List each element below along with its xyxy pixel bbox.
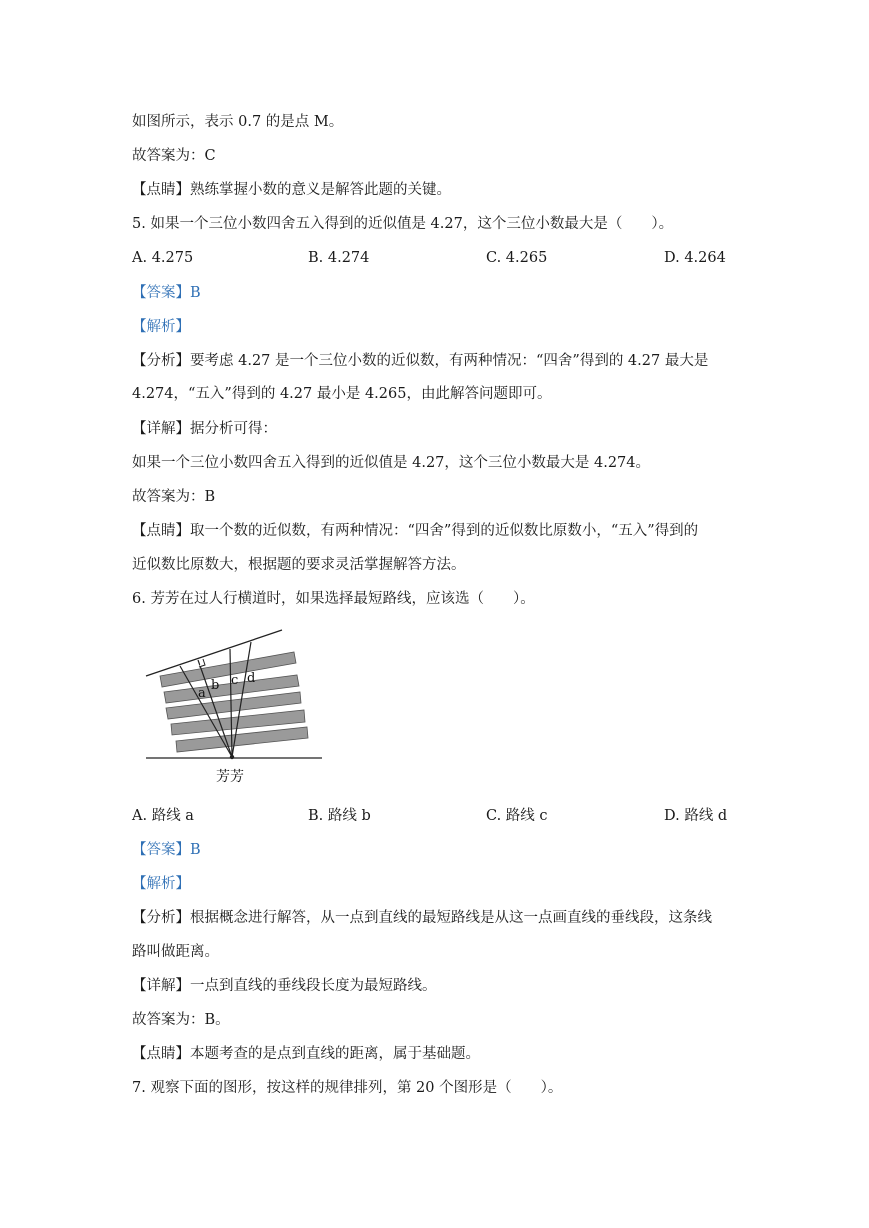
q5-option-c: C. 4.265 (486, 250, 548, 266)
person-label: 芳芳 (216, 769, 244, 785)
q6-option-c: C. 路线 c (486, 808, 548, 824)
question-6: 6. 芳芳在过人行横道时，如果选择最短路线，应该选（ ）。 (132, 591, 535, 607)
text-line: 【详解】一点到直线的垂线段长度为最短路线。 (132, 978, 437, 994)
text-line: 【详解】据分析可得： (132, 421, 277, 437)
question-5: 5. 如果一个三位小数四舍五入得到的近似值是 4.27，这个三位小数最大是（ ）。 (132, 216, 674, 232)
label-a: a (198, 686, 206, 701)
text-line: 【点睛】取一个数的近似数，有两种情况：“四舍”得到的近似数比原数小，“五入”得到的 (132, 523, 699, 539)
q5-option-a: A. 4.275 (132, 250, 194, 266)
crosswalk-stripes (160, 652, 308, 752)
text-line: 【分析】要考虑 4.27 是一个三位小数的近似数，有两种情况：“四舍”得到的 4.27 最大是 (132, 353, 709, 369)
q6-option-a: A. 路线 a (132, 808, 194, 824)
text-line: 故答案为：B。 (132, 1012, 230, 1028)
q5-option-b: B. 4.274 (308, 250, 370, 266)
text-line: 故答案为：B (132, 489, 216, 505)
q6-option-b: B. 路线 b (308, 808, 371, 824)
q5-jiexi: 【解析】 (132, 319, 190, 335)
text-line: 如果一个三位小数四舍五入得到的近似值是 4.27，这个三位小数最大是 4.274。 (132, 455, 651, 471)
text-line: 【分析】根据概念进行解答，从一点到直线的最短路线是从这一点画直线的垂线段，这条线 (132, 910, 712, 926)
text-line: 故答案为：C (132, 148, 216, 164)
q6-answer: 【答案】B (132, 842, 201, 858)
label-d: d (247, 671, 256, 686)
text-line: 近似数比原数大，根据题的要求灵活掌握解答方法。 (132, 557, 466, 573)
text-line: 4.274，“五入”得到的 4.27 最小是 4.265，由此解答问题即可。 (132, 386, 552, 402)
text-line: 路叫做距离。 (132, 944, 219, 960)
q6-option-d: D. 路线 d (664, 808, 728, 824)
text-line: 【点睛】本题考查的是点到直线的距离，属于基础题。 (132, 1046, 480, 1062)
text-line: 如图所示，表示 0.7 的是点 M。 (132, 114, 344, 130)
right-angle-marker (199, 659, 205, 667)
crosswalk-figure (140, 626, 330, 788)
q5-answer: 【答案】B (132, 285, 201, 301)
q6-jiexi: 【解析】 (132, 876, 190, 892)
label-b: b (211, 678, 220, 693)
question-7: 7. 观察下面的图形，按这样的规律排列，第 20 个图形是（ ）。 (132, 1080, 563, 1096)
q5-option-d: D. 4.264 (664, 250, 726, 266)
label-c: c (231, 673, 239, 688)
text-line: 【点睛】熟练掌握小数的意义是解答此题的关键。 (132, 182, 451, 198)
start-point (230, 755, 234, 759)
